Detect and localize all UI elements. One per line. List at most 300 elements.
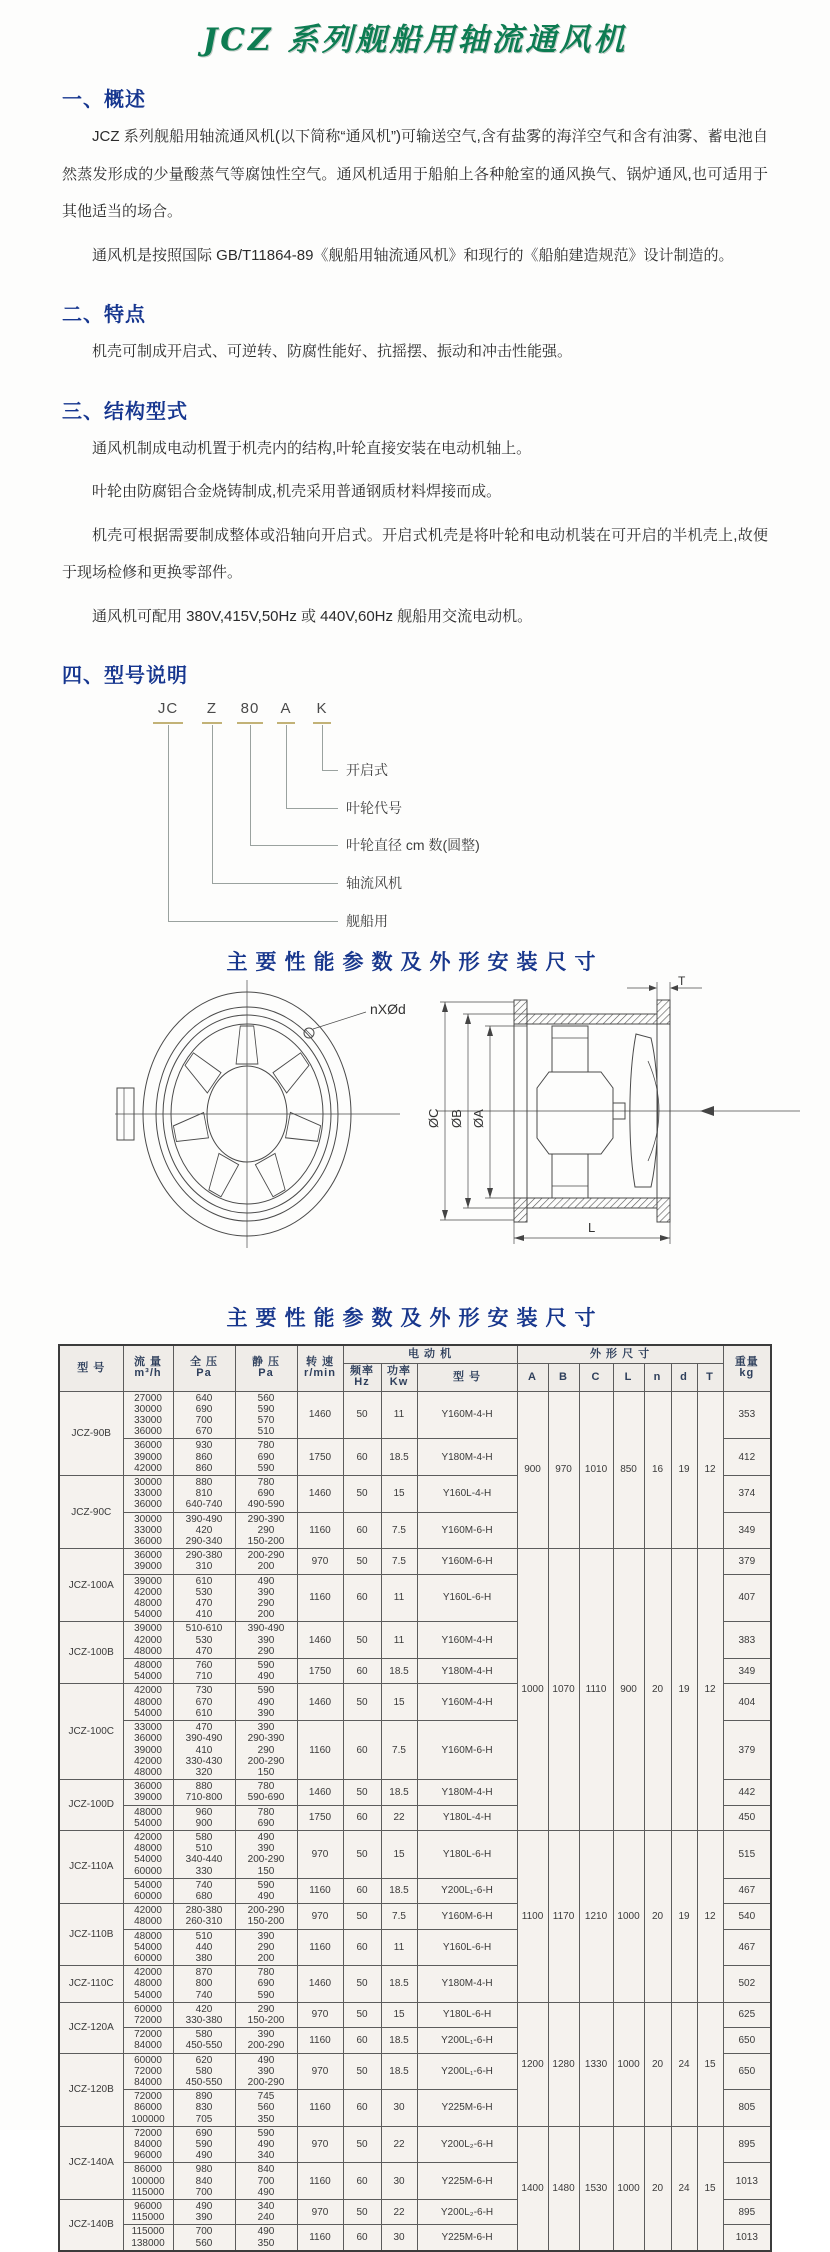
cell-flow: 96000 115000 (123, 2200, 173, 2225)
cell-power: 18.5 (381, 1439, 417, 1476)
cell-total-pressure: 580 450-550 (173, 2028, 235, 2053)
cell-freq: 50 (343, 1684, 381, 1721)
cell-flow: 115000 138000 (123, 2225, 173, 2251)
paragraph: 通风机是按照国际 GB/T11864-89《舰船用轴流通风机》和现行的《船舶建造规范》设计制造的。 (92, 246, 734, 264)
cell-static-pressure: 560 590 570 510 (235, 1391, 297, 1439)
cell-static-pressure: 590 490 (235, 1659, 297, 1684)
col-header-dim-l: L (613, 1364, 644, 1391)
table-row (59, 2126, 771, 2163)
cell-dim-d: 19 (671, 1549, 697, 1831)
cell-total-pressure: 730 670 610 (173, 1684, 235, 1721)
cell-weight: 404 (723, 1684, 771, 1721)
cell-dim-a: 900 (517, 1391, 548, 1549)
cell-static-pressure: 490 390 200-290 (235, 2053, 297, 2090)
col-header-model: 型 号 (59, 1345, 123, 1391)
cell-speed: 1750 (297, 1805, 343, 1830)
cell-total-pressure: 690 590 490 (173, 2126, 235, 2163)
cell-speed: 970 (297, 1549, 343, 1574)
cell-weight: 895 (723, 2126, 771, 2163)
cell-speed: 1460 (297, 1622, 343, 1659)
cell-dim-n: 20 (644, 2002, 671, 2126)
fan-technical-drawing (0, 976, 830, 1294)
cell-total-pressure: 620 580 450-550 (173, 2053, 235, 2090)
cell-flow: 72000 86000 100000 (123, 2090, 173, 2127)
paragraph: 通风机制成电动机置于机壳内的结构,叶轮直接安装在电动机轴上。 (92, 439, 532, 457)
cell-power: 22 (381, 2126, 417, 2163)
cell-dim-b: 1480 (548, 2126, 579, 2251)
model-code-part: K (316, 700, 328, 717)
cell-weight: 349 (723, 1512, 771, 1549)
cell-flow: 72000 84000 96000 (123, 2126, 173, 2163)
cell-power: 30 (381, 2163, 417, 2200)
motor-body (537, 1072, 613, 1154)
cell-motor-model: Y160M-6-H (417, 1549, 517, 1574)
cell-static-pressure: 290-390 290 150-200 (235, 1512, 297, 1549)
cell-total-pressure: 580 510 340-440 330 (173, 1830, 235, 1878)
cell-dim-a: 1400 (517, 2126, 548, 2251)
cell-power: 30 (381, 2225, 417, 2251)
cell-flow: 27000 30000 33000 36000 (123, 1391, 173, 1439)
section-heading-overview: 一、概述 (62, 89, 146, 111)
cell-power: 11 (381, 1574, 417, 1622)
cell-freq: 50 (343, 2002, 381, 2027)
cell-motor-model: Y180L-6-H (417, 2002, 517, 2027)
cell-speed: 970 (297, 2053, 343, 2090)
cell-flow: 33000 36000 39000 42000 48000 (123, 1721, 173, 1780)
cell-model: JCZ-120A (59, 2002, 123, 2053)
cell-freq: 50 (343, 1966, 381, 2003)
cell-weight: 650 (723, 2028, 771, 2053)
cell-total-pressure: 930 860 860 (173, 1439, 235, 1476)
cell-speed: 1460 (297, 1684, 343, 1721)
code-underline (237, 722, 263, 724)
cell-flow: 42000 48000 54000 (123, 1966, 173, 2003)
cell-speed: 970 (297, 2126, 343, 2163)
cell-power: 18.5 (381, 1878, 417, 1903)
cell-motor-model: Y160L-4-H (417, 1476, 517, 1513)
cell-weight: 625 (723, 2002, 771, 2027)
cell-model: JCZ-100D (59, 1780, 123, 1831)
cell-static-pressure: 590 490 340 (235, 2126, 297, 2163)
cell-power: 15 (381, 1830, 417, 1878)
bolt-hole-label: nXØd (370, 1001, 406, 1017)
code-label: 叶轮直径 cm 数(圆整) (346, 837, 480, 853)
cell-static-pressure: 490 390 200-290 150 (235, 1830, 297, 1878)
cell-power: 7.5 (381, 1549, 417, 1574)
cell-dim-l: 850 (613, 1391, 644, 1549)
cell-static-pressure: 200-290 200 (235, 1549, 297, 1574)
cell-model: JCZ-90B (59, 1391, 123, 1475)
cell-speed: 970 (297, 2200, 343, 2225)
cell-freq: 50 (343, 1549, 381, 1574)
cell-static-pressure: 590 490 (235, 1878, 297, 1903)
cell-model: JCZ-110B (59, 1904, 123, 1966)
model-code-diagram (62, 700, 830, 938)
col-header-dim-c: C (579, 1364, 613, 1391)
performance-table (58, 1344, 772, 2252)
cell-static-pressure: 780 690 590 (235, 1966, 297, 2003)
cell-dim-b: 1280 (548, 2002, 579, 2126)
col-header-dim-b: B (548, 1364, 579, 1391)
cell-flow: 39000 42000 48000 54000 (123, 1574, 173, 1622)
cell-dim-b: 970 (548, 1391, 579, 1549)
cell-dim-t: 12 (697, 1391, 723, 1549)
paragraph: 通风机可配用 380V,415V,50Hz 或 440V,60Hz 舰船用交流电动机。 (92, 607, 533, 625)
cell-motor-model: Y160M-6-H (417, 1512, 517, 1549)
cell-total-pressure: 960 900 (173, 1805, 235, 1830)
cell-speed: 1160 (297, 2225, 343, 2251)
connector-line (250, 725, 251, 845)
cell-motor-model: Y225M-6-H (417, 2225, 517, 2251)
cell-motor-model: Y160M-4-H (417, 1391, 517, 1439)
cell-freq: 50 (343, 1391, 381, 1439)
cell-power: 15 (381, 1476, 417, 1513)
cell-weight: 540 (723, 1904, 771, 1929)
cell-flow: 42000 48000 54000 60000 (123, 1830, 173, 1878)
code-label: 开启式 (346, 762, 388, 778)
col-header-speed: 转 速 r/min (297, 1345, 343, 1391)
fan-front-view (115, 980, 406, 1248)
model-code-part: JC (157, 700, 179, 717)
code-label: 叶轮代号 (346, 800, 402, 816)
cell-flow: 42000 48000 (123, 1904, 173, 1929)
cell-dim-d: 19 (671, 1391, 697, 1549)
cell-dim-a: 1100 (517, 1830, 548, 2002)
cell-motor-model: Y200L₂-6-H (417, 2200, 517, 2225)
table-row (59, 1830, 771, 1878)
dim-c-label: ØC (426, 1108, 441, 1128)
cell-freq: 50 (343, 1622, 381, 1659)
cell-power: 22 (381, 2200, 417, 2225)
cell-freq: 60 (343, 1659, 381, 1684)
cell-total-pressure: 390-490 420 290-340 (173, 1512, 235, 1549)
col-header-weight: 重量 kg (723, 1345, 771, 1391)
cell-dim-d: 24 (671, 2126, 697, 2251)
cell-static-pressure: 490 390 290 200 (235, 1574, 297, 1622)
code-label: 舰船用 (346, 913, 388, 929)
cell-freq: 60 (343, 2028, 381, 2053)
cell-power: 11 (381, 1929, 417, 1966)
cell-model: JCZ-90C (59, 1476, 123, 1549)
col-header-motor-model: 型 号 (417, 1364, 517, 1391)
dim-a-label: ØA (471, 1109, 486, 1128)
cell-motor-model: Y160M-4-H (417, 1684, 517, 1721)
cell-speed: 1160 (297, 2028, 343, 2053)
cell-weight: 1013 (723, 2163, 771, 2200)
cell-weight: 515 (723, 1830, 771, 1878)
cell-weight: 895 (723, 2200, 771, 2225)
col-header-motor-group: 电 动 机 (343, 1345, 517, 1364)
cell-total-pressure: 490 390 (173, 2200, 235, 2225)
blade-profile (630, 1034, 658, 1187)
cell-power: 22 (381, 1805, 417, 1830)
paragraph: JCZ 系列舰船用轴流通风机(以下简称“通风机”)可输送空气,含有盐雾的海洋空气和含有油雾、蓄电池自然蒸发形成的少量酸蒸气等腐蚀性空气。通风机适用于船舶上各种舱室的通风换气、锅炉通风,也可适用于其他适当的场合。 (62, 128, 768, 220)
col-header-dim-d: d (671, 1364, 697, 1391)
cell-freq: 50 (343, 2200, 381, 2225)
cell-dim-c: 1530 (579, 2126, 613, 2251)
cell-static-pressure: 745 560 350 (235, 2090, 297, 2127)
cell-dim-l: 1000 (613, 2126, 644, 2251)
cell-flow: 48000 54000 (123, 1659, 173, 1684)
cell-dim-t: 15 (697, 2126, 723, 2251)
cell-power: 30 (381, 2090, 417, 2127)
cell-flow: 30000 33000 36000 (123, 1476, 173, 1513)
connector-line (212, 725, 213, 883)
cell-dim-t: 15 (697, 2002, 723, 2126)
cell-dim-c: 1110 (579, 1549, 613, 1831)
cell-weight: 442 (723, 1780, 771, 1805)
cell-dim-n: 20 (644, 1830, 671, 2002)
col-header-total-pressure: 全 压 Pa (173, 1345, 235, 1391)
fan-side-view (426, 974, 800, 1244)
cell-weight: 450 (723, 1805, 771, 1830)
cell-freq: 60 (343, 2225, 381, 2251)
cell-weight: 467 (723, 1929, 771, 1966)
cell-freq: 50 (343, 2126, 381, 2163)
cell-weight: 805 (723, 2090, 771, 2127)
cell-dim-c: 1330 (579, 2002, 613, 2126)
cell-power: 7.5 (381, 1512, 417, 1549)
section-heading-model-code: 四、型号说明 (62, 665, 188, 687)
cell-flow: 60000 72000 (123, 2002, 173, 2027)
cell-speed: 1460 (297, 1966, 343, 2003)
cell-weight: 502 (723, 1966, 771, 2003)
cell-flow: 86000 100000 115000 (123, 2163, 173, 2200)
cell-total-pressure: 980 840 700 (173, 2163, 235, 2200)
code-underline (153, 722, 183, 724)
cell-weight: 374 (723, 1476, 771, 1513)
cell-dim-l: 1000 (613, 2002, 644, 2126)
cell-power: 18.5 (381, 2053, 417, 2090)
dim-l-label: L (588, 1220, 596, 1235)
paragraph: 机壳可制成开启式、可逆转、防腐性能好、抗摇摆、振动和冲击性能强。 (92, 343, 573, 360)
cell-dim-d: 19 (671, 1830, 697, 2002)
model-code-part: Z (206, 700, 218, 717)
cell-speed: 1160 (297, 2090, 343, 2127)
cell-weight: 349 (723, 1659, 771, 1684)
cell-motor-model: Y180M-4-H (417, 1780, 517, 1805)
cell-dim-d: 24 (671, 2002, 697, 2126)
cell-motor-model: Y160L-6-H (417, 1574, 517, 1622)
cell-total-pressure: 470 390-490 410 330-430 320 (173, 1721, 235, 1780)
table-row (59, 1391, 771, 1439)
cell-model: JCZ-100C (59, 1684, 123, 1780)
col-header-freq: 频率 Hz (343, 1364, 381, 1391)
cell-total-pressure: 510 440 380 (173, 1929, 235, 1966)
cell-speed: 970 (297, 1904, 343, 1929)
cell-freq: 50 (343, 1780, 381, 1805)
cell-motor-model: Y180L-4-H (417, 1805, 517, 1830)
cell-static-pressure: 590 490 390 (235, 1684, 297, 1721)
model-code-part: 80 (240, 700, 260, 717)
cell-weight: 1013 (723, 2225, 771, 2251)
cell-flow: 72000 84000 (123, 2028, 173, 2053)
code-underline (313, 722, 331, 724)
cell-model: JCZ-110C (59, 1966, 123, 2003)
drawing-heading: 主要性能参数及外形安装尺寸 (226, 951, 604, 974)
cell-power: 11 (381, 1391, 417, 1439)
cell-speed: 1160 (297, 1512, 343, 1549)
col-header-dims-group: 外 形 尺 寸 (517, 1345, 723, 1364)
cell-freq: 60 (343, 1805, 381, 1830)
cell-speed: 1750 (297, 1439, 343, 1476)
cell-total-pressure: 420 330-380 (173, 2002, 235, 2027)
cell-dim-n: 20 (644, 2126, 671, 2251)
cell-dim-c: 1210 (579, 1830, 613, 2002)
page-title: JCZ 系列舰船用轴流通风机 (202, 22, 628, 58)
cell-static-pressure: 290 150-200 (235, 2002, 297, 2027)
col-header-dim-a: A (517, 1364, 548, 1391)
model-code-part: A (280, 700, 292, 717)
cell-power: 18.5 (381, 1966, 417, 2003)
cell-weight: 353 (723, 1391, 771, 1439)
connector-line (322, 725, 323, 770)
cell-dim-l: 1000 (613, 1830, 644, 2002)
section-heading-structure: 三、结构型式 (62, 400, 188, 423)
cell-speed: 1160 (297, 1929, 343, 1966)
cell-motor-model: Y160M-4-H (417, 1622, 517, 1659)
cell-motor-model: Y160L-6-H (417, 1929, 517, 1966)
cell-static-pressure: 200-290 150-200 (235, 1904, 297, 1929)
cell-flow: 48000 54000 60000 (123, 1929, 173, 1966)
cell-weight: 467 (723, 1878, 771, 1903)
cell-motor-model: Y200L₁-6-H (417, 2028, 517, 2053)
cell-model: JCZ-100A (59, 1549, 123, 1622)
cell-model: JCZ-120B (59, 2053, 123, 2126)
col-header-dim-t: T (697, 1364, 723, 1391)
cell-dim-n: 20 (644, 1549, 671, 1831)
table-row (59, 1549, 771, 1574)
cell-motor-model: Y180M-4-H (417, 1659, 517, 1684)
paragraph: 叶轮由防腐铝合金烧铸制成,机壳采用普通钢质材料焊接而成。 (92, 483, 502, 500)
cell-total-pressure: 890 830 705 (173, 2090, 235, 2127)
connector-line (250, 845, 338, 846)
cell-motor-model: Y200L₁-6-H (417, 1878, 517, 1903)
connector-line (286, 725, 287, 808)
cell-speed: 1160 (297, 1574, 343, 1622)
col-header-flow: 流 量 m³/h (123, 1345, 173, 1391)
cell-freq: 60 (343, 2090, 381, 2127)
connector-line (168, 725, 169, 921)
cell-static-pressure: 780 690 (235, 1805, 297, 1830)
cell-total-pressure: 870 800 740 (173, 1966, 235, 2003)
cell-static-pressure: 390 290 200 (235, 1929, 297, 1966)
dim-b-label: ØB (449, 1109, 464, 1128)
cell-flow: 48000 54000 (123, 1805, 173, 1830)
cell-freq: 50 (343, 1830, 381, 1878)
cell-freq: 60 (343, 1878, 381, 1903)
section-heading-features: 二、特点 (62, 304, 146, 326)
cell-flow: 39000 42000 48000 (123, 1622, 173, 1659)
cell-speed: 1460 (297, 1476, 343, 1513)
cell-motor-model: Y160M-6-H (417, 1904, 517, 1929)
cell-motor-model: Y180M-4-H (417, 1966, 517, 2003)
cell-power: 7.5 (381, 1721, 417, 1780)
cell-flow: 36000 39000 (123, 1780, 173, 1805)
col-header-power: 功率 Kw (381, 1364, 417, 1391)
cell-power: 18.5 (381, 2028, 417, 2053)
cell-total-pressure: 280-380 260-310 (173, 1904, 235, 1929)
cell-speed: 1750 (297, 1659, 343, 1684)
cell-freq: 60 (343, 1512, 381, 1549)
code-underline (202, 722, 222, 724)
cell-speed: 970 (297, 1830, 343, 1878)
cell-dim-n: 16 (644, 1391, 671, 1549)
connector-line (212, 883, 338, 884)
cell-dim-b: 1170 (548, 1830, 579, 2002)
col-header-static-pressure: 静 压 Pa (235, 1345, 297, 1391)
cell-weight: 379 (723, 1549, 771, 1574)
cell-static-pressure: 490 350 (235, 2225, 297, 2251)
cell-speed: 1160 (297, 2163, 343, 2200)
cell-flow: 60000 72000 84000 (123, 2053, 173, 2090)
cell-power: 18.5 (381, 1659, 417, 1684)
cell-total-pressure: 880 710-800 (173, 1780, 235, 1805)
cell-total-pressure: 760 710 (173, 1659, 235, 1684)
cell-static-pressure: 390-490 390 290 (235, 1622, 297, 1659)
cell-flow: 30000 33000 36000 (123, 1512, 173, 1549)
cell-freq: 50 (343, 2053, 381, 2090)
cell-motor-model: Y160M-6-H (417, 1721, 517, 1780)
dim-t-label: T (678, 974, 686, 988)
cell-static-pressure: 780 690 490-590 (235, 1476, 297, 1513)
cell-total-pressure: 510-610 530 470 (173, 1622, 235, 1659)
cell-static-pressure: 780 690 590 (235, 1439, 297, 1476)
cell-weight: 650 (723, 2053, 771, 2090)
cell-freq: 60 (343, 1929, 381, 1966)
cell-total-pressure: 700 560 (173, 2225, 235, 2251)
cell-static-pressure: 780 590-690 (235, 1780, 297, 1805)
cell-freq: 50 (343, 1904, 381, 1929)
col-header-dim-n: n (644, 1364, 671, 1391)
paragraph: 机壳可根据需要制成整体或沿轴向开启式。开启式机壳是将叶轮和电动机装在可开启的半机壳上,故便于现场检修和更换零部件。 (62, 526, 768, 581)
cell-dim-a: 1000 (517, 1549, 548, 1831)
cell-speed: 970 (297, 2002, 343, 2027)
cell-flow: 42000 48000 54000 (123, 1684, 173, 1721)
cell-power: 15 (381, 1684, 417, 1721)
cell-total-pressure: 740 680 (173, 1878, 235, 1903)
cell-static-pressure: 340 240 (235, 2200, 297, 2225)
cell-flow: 54000 60000 (123, 1878, 173, 1903)
table-heading: 主要性能参数及外形安装尺寸 (226, 1307, 604, 1330)
connector-line (322, 770, 338, 771)
cell-motor-model: Y225M-6-H (417, 2163, 517, 2200)
cell-static-pressure: 840 700 490 (235, 2163, 297, 2200)
cell-dim-a: 1200 (517, 2002, 548, 2126)
table-row (59, 2002, 771, 2027)
connector-line (168, 921, 338, 922)
cell-power: 15 (381, 2002, 417, 2027)
cell-weight: 407 (723, 1574, 771, 1622)
cell-freq: 60 (343, 2163, 381, 2200)
code-underline (277, 722, 295, 724)
cell-freq: 60 (343, 1574, 381, 1622)
cell-total-pressure: 880 810 640-740 (173, 1476, 235, 1513)
cell-speed: 1160 (297, 1878, 343, 1903)
cell-motor-model: Y200L₂-6-H (417, 2126, 517, 2163)
cell-dim-l: 900 (613, 1549, 644, 1831)
connector-line (286, 808, 338, 809)
cell-power: 11 (381, 1622, 417, 1659)
cell-model: JCZ-110A (59, 1830, 123, 1903)
cell-total-pressure: 610 530 470 410 (173, 1574, 235, 1622)
cell-flow: 36000 39000 42000 (123, 1439, 173, 1476)
cell-speed: 1160 (297, 1721, 343, 1780)
cell-static-pressure: 390 290-390 290 200-290 150 (235, 1721, 297, 1780)
cell-freq: 60 (343, 1439, 381, 1476)
airflow-arrow (700, 1106, 714, 1116)
cell-dim-c: 1010 (579, 1391, 613, 1549)
